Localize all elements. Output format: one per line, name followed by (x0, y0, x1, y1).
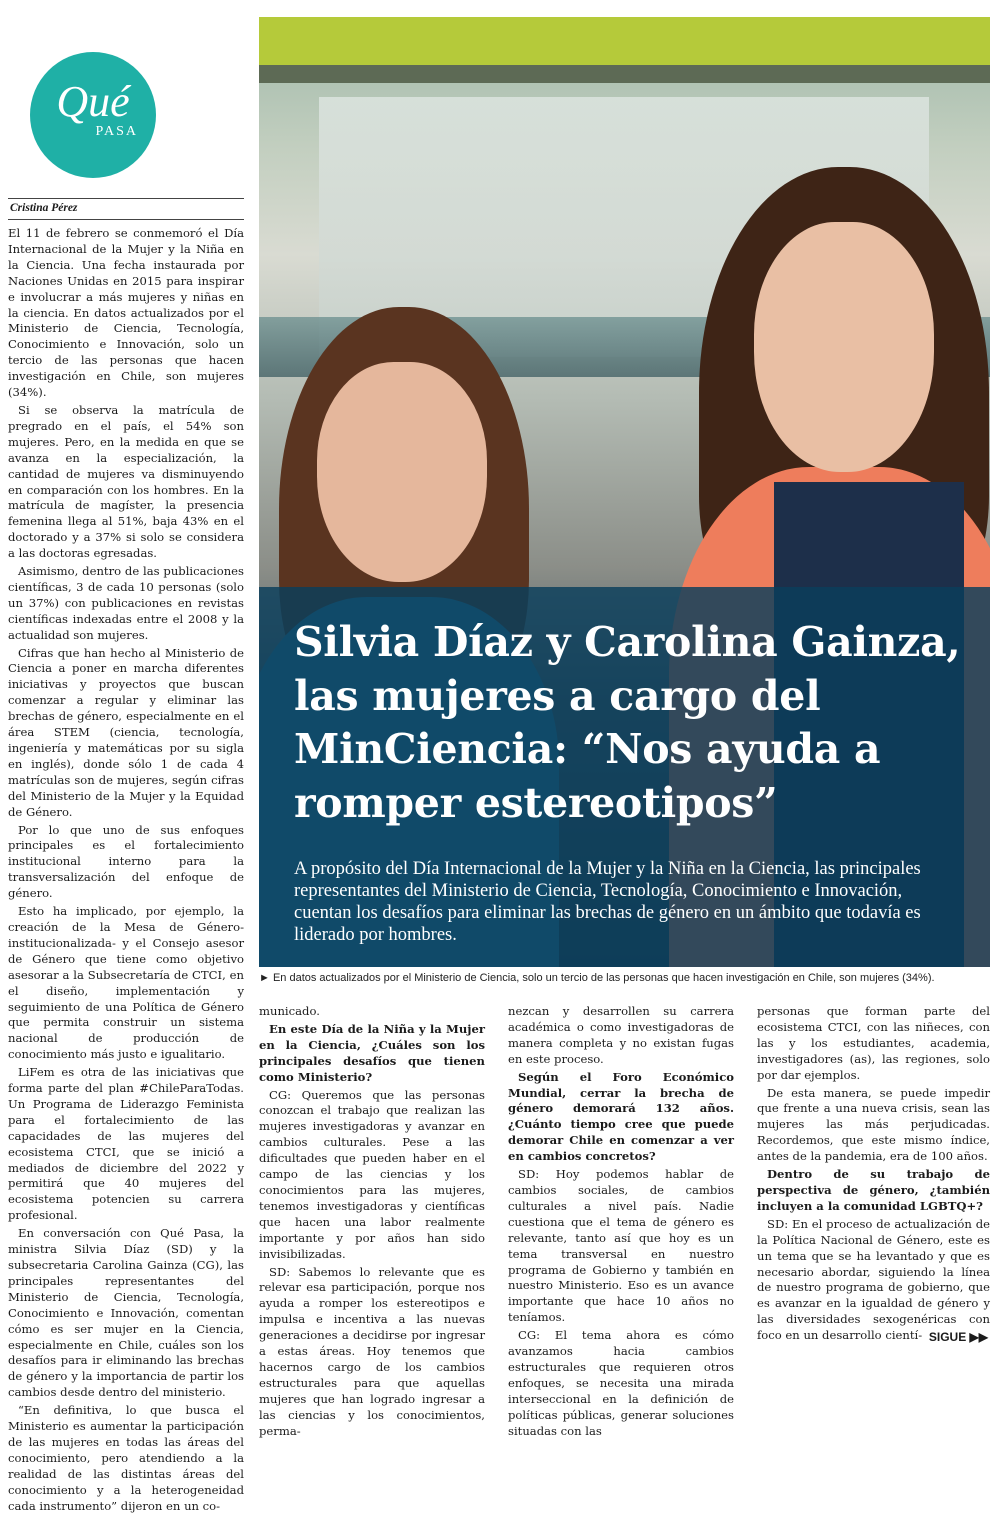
interview-question: En este Día de la Niña y la Mujer en la Ciencia, ¿Cuáles son los principales desafíos que tienen como Ministerio? (259, 1021, 485, 1084)
left-column (8, 226, 244, 1517)
paragraph: personas que forman parte del ecosistema CTCI, con las niñeces, con las y los estudiantes, academia, investigadores (as), las regiones, solo por dar ejemplos. (757, 1004, 990, 1082)
article-column-3 (757, 1004, 990, 1346)
photo-ceiling-band (259, 17, 990, 65)
photo-beam (259, 65, 990, 83)
paragraph: Esto ha implicado, por ejemplo, la creación de la Mesa de Género- institucionalizada- y el Consejo asesor de Género que tiene como objetivo asesorar a la Subsecretaría de CTCI, en el diseño, implementación y seguimiento de una Política de Género que permita construir un sistema nacional de producción de conocimiento más justo e igualitario. (8, 904, 244, 1062)
paragraph: Si se observa la matrícula de pregrado en el país, el 54% son mujeres. Pero, en la medida en que se avanza en la especialización, la cantidad de mujeres va disminuyendo en comparación con los hombres. En la matrícula de magíster, la presencia femenina llega al 51%, baja 43% en el doctorado y a 37% si solo se considera a las doctoras egresadas. (8, 402, 244, 561)
photo-caption: ► En datos actualizados por el Ministerio de Ciencia, solo un tercio de las personas que hacen investigación en Chile, son mujeres (34%). (259, 972, 935, 984)
paragraph: “En definitiva, lo que busca el Ministerio es aumentar la participación de las mujeres en todas las áreas del conocimiento, pero atendiendo a la realidad de las distintas áreas del conocimiento y a la heterogeneidad cada instrumento” dijeron en un co- (8, 1403, 244, 1513)
paragraph: Por lo que uno de sus enfoques principales es el fortalecimiento institucional interno para la transversalización del enfoque de género. (8, 822, 244, 901)
interview-answer: SD: Sabemos lo relevante que es relevar esa participación, porque nos ayuda a romper los estereotipos e impulsa e incentiva a las nuevas generaciones a decidirse por ingresar a estas áreas. Hoy tenemos que hacernos cargo de los cambios estructurales para que aquellas mujeres que han logrado ingresar a las ciencias y los conocimientos, perma- (259, 1264, 485, 1438)
interview-question: Según el Foro Económico Mundial, cerrar la brecha de género demorará 132 años. ¿Cuánto tiempo cree que puede demorar Chile en comenzar a ver en cambios concretos? (508, 1069, 734, 1164)
article-column-1 (259, 1004, 485, 1441)
interview-answer: SD: En el proceso de actualización de la Política Nacional de Género, este es un tema que se ha levantado y que es necesario abordar, siguiendo la línea de nuestro programa de gobierno, que es avanzar en la igualdad de género y las diversidades sexogenéricas con foco en un desarrollo cientí- (757, 1216, 990, 1343)
paragraph: nezcan y desarrollen su carrera académica o como investigadoras de manera completa y no existan fugas en este proceso. (508, 1004, 734, 1066)
article-column-2 (508, 1004, 734, 1441)
byline: Cristina Pérez (10, 202, 78, 214)
paragraph: En conversación con Qué Pasa, la ministra Silvia Díaz (SD) y la subsecretaria Carolina Gainza (CG), las principales representantes del Ministerio de Ciencia, Tecnología, Conocimiento e Innovación, comentan cómo es ser mujer en la Ciencia, especialmente en Chile, cuáles son los desafíos para ir eliminando las brechas de género y la importancia de partir los cambios desde dentro del ministerio. (8, 1226, 244, 1400)
paragraph: El 11 de febrero se conmemoró el Día Internacional de la Mujer y la Niña en la Ciencia. Una fecha instaurada por Naciones Unidas en 2015 para inspirar e involucrar a más mujeres y niñas en la ciencia. En datos actualizados por el Ministerio de Ciencia, Tecnología, Conocimiento e Innovación, solo un tercio de las personas que hacen investigación en Chile, son mujeres (34%). (8, 226, 244, 400)
interview-question: Dentro de su trabajo de perspectiva de género, ¿también incluyen a la comunidad LGBTQ+? (757, 1167, 990, 1213)
article-headline: Silvia Díaz y Carolina Gainza, las mujeres a cargo del MinCiencia: “Nos ayuda a romper estereotipos” (294, 618, 961, 827)
interview-answer: SD: Hoy podemos hablar de cambios sociales, de cambios culturales a nivel país. Nadie cuestiona que el tema de género es relevante, tanto así que hoy es un tema transversal en nuestro programa de Gobierno y también en nuestro Ministerio. Eso es un avance importante que hace 10 años no teníamos. (508, 1167, 734, 1325)
logo-word-pasa: PASA (95, 124, 138, 139)
paragraph: Cifras que han hecho al Ministerio de Ciencia a poner en marcha diferentes iniciativas y proyectos que buscan comenzar a regular y eliminar las brechas de género, especialmente en el área STEM (ciencia, tecnología, ingeniería y matemáticas por su sigla en inglés), donde sólo 1 de cada 4 matrículas son de mujeres, según cifras del Ministerio de la Mujer y la Equidad de Género. (8, 645, 244, 819)
paragraph: LiFem es otra de las iniciativas que forma parte del plan #ChileParaTodas. Un Programa de Liderazgo Feminista para el fortalecimiento de las capacidades de las mujeres del ecosistema CTCI, que se inició a mediados de diciembre del 2022 y permitirá que 40 mujeres del ecosistema potencien su carrera profesional. (8, 1065, 244, 1223)
interview-answer: CG: Queremos que las personas conozcan el trabajo que realizan las mujeres investigadoras y avanzar en cambios culturales. Pese a las dificultades que pueden haber en el campo de las ciencias y los conocimientos para las mujeres, tenemos investigadoras y científicas que hacen una labor realmente importante y por años han sido invisibilizadas. (259, 1087, 485, 1261)
logo-word-que: Qué (56, 77, 130, 126)
paragraph: municado. (259, 1004, 320, 1018)
byline-top-rule (8, 198, 244, 199)
byline-bottom-rule (8, 219, 244, 220)
paragraph: Asimismo, dentro de las publicaciones científicas, 3 de cada 10 personas (solo un 37%) con publicaciones en revistas científicas indexadas entre el 2008 y la actualidad son mujeres. (8, 564, 244, 642)
article-subhead: A propósito del Día Internacional de la Mujer y la Niña en la Ciencia, las principales representantes del Ministerio de Ciencia, Tecnología, Conocimiento e Innovación, cuentan los desafíos para eliminar las brechas de género en un ámbito que todavía es liderado por hombres. (294, 859, 921, 945)
paragraph: De esta manera, se puede impedir que frente a una nueva crisis, sean las mujeres las más perjudicadas. Recordemos, que este mismo índice, antes de la pandemia, era de 100 años. (757, 1085, 990, 1164)
que-pasa-logo (30, 52, 156, 178)
continue-marker: SIGUE ▶▶ (928, 1330, 988, 1344)
interview-answer: CG: El tema ahora es cómo avanzamos hacia cambios estructurales que requieren otros enfoques, se necesita una mirada interseccional en la definición de políticas públicas, generar soluciones situadas con las (508, 1328, 734, 1438)
